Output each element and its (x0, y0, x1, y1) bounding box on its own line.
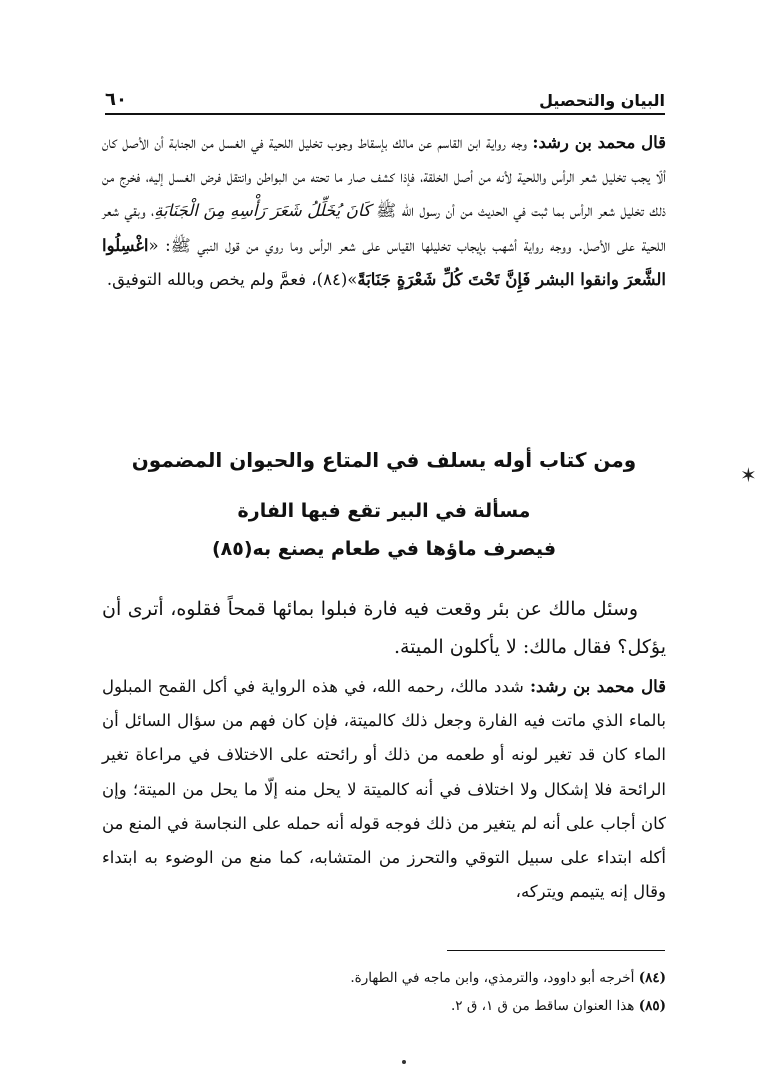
footnote-text: أخرجه أبو داوود، والترمذي، وابن ماجه في الطهارة. (350, 970, 635, 986)
bottom-dot (402, 1060, 406, 1064)
commentary-paragraph-1 (102, 126, 666, 297)
margin-star-icon: ✶ (740, 463, 757, 487)
footnote (102, 992, 666, 1020)
header-rule (105, 113, 665, 115)
footnote (102, 964, 666, 992)
text-segment: شدد مالك، رحمه الله، في هذه الرواية في أكل القمح المبلول بالماء الذي ماتت فيه الفارة وجعل ذلك كالميتة، فإن كان فهم من سؤال السائل أن الماء كان قد تغير لونه أو طعمه من ذلك أو رائحته على الاختلاف في مراعاة تغير الرائحة فلا إشكال ولا اختلاف في أنه كالميتة لا يحل منه إلّا ما يحل من الميتة؛ وإن كان أجاب على أنه لم يتغير من ذلك فوجه قوله أنه حمله على النجاسة في المنع من أكله ابتداء على سبيل التوقي والتحرز من المتشابه، كما منع من الوضوء به ابتداء وقال إنه يتيمم ويتركه، (102, 677, 666, 902)
footnote-number: (٨٤) (638, 970, 666, 986)
footnote-number: (٨٥) (638, 998, 666, 1014)
page-header (105, 82, 665, 110)
text-segment: »(٨٤)، فعمَّ ولم يخص وبالله التوفيق. (106, 269, 358, 289)
issue-heading-line-1: مسألة في البير تقع فيها الفارة (237, 500, 531, 522)
footnotes (102, 964, 666, 1020)
text-segment: ، وبقي شعر اللحية على الأصل. ووجه رواية أشهب بإيجاب تخليلها القياس على شعر الرأس وما روي من قول النبي ﷺ: « (102, 201, 666, 255)
commentary-paragraph-2 (102, 670, 666, 909)
speaker-label: قال محمد بن رشد: (529, 677, 666, 696)
running-head: البيان والتحصيل (539, 91, 665, 110)
question-text: وسئل مالك عن بئر وقعت فيه فارة فبلوا بمائها قمحاً فقلوه، أترى أن يؤكل؟ فقال مالك: لا يأكلون الميتة. (102, 598, 666, 658)
paragraph-text (102, 126, 666, 297)
chapter-heading: ومن كتاب أوله يسلف في المتاع والحيوان المضمون (131, 448, 637, 472)
page-number: ٦٠ (105, 89, 127, 110)
speaker-label: قال محمد بن رشد: (532, 133, 667, 152)
text-segment: وجه رواية ابن القاسم عن مالك بإسقاط وجوب تخليل اللحية في الغسل من الجنابة أن الأصل كان ألّا يجب تخليل شعر الرأس واللحية لأنه من أصل الخلقة، فإذا كشف صار ما تحته من البواطن وانتقل فرض الغسل إليه، فخرج من ذلك تخليل شعر الرأس بما ثبت في الحديث من أن رسول الله ﷺ (102, 133, 666, 221)
prophetic-quote: اغْسِلُوا الشَّعرَ وانقوا البشر فَإِنَّ تَحْتَ كُلِّ شَعْرَةٍ جَنَابَةً (102, 235, 666, 289)
footnote-text: هذا العنوان ساقط من ق ١، ق ٢. (450, 998, 635, 1014)
paragraph-text (102, 670, 666, 909)
question-paragraph (102, 590, 666, 666)
issue-heading-line-2: فيصرف ماؤها في طعام يصنع به(٨٥) (211, 538, 557, 560)
hadith-quote: كَانَ يُخَلِّلُ شَعَرَ رَأْسِهِ مِنَ الْجَنَابَةِ (154, 201, 371, 221)
footnote-rule (447, 950, 665, 951)
